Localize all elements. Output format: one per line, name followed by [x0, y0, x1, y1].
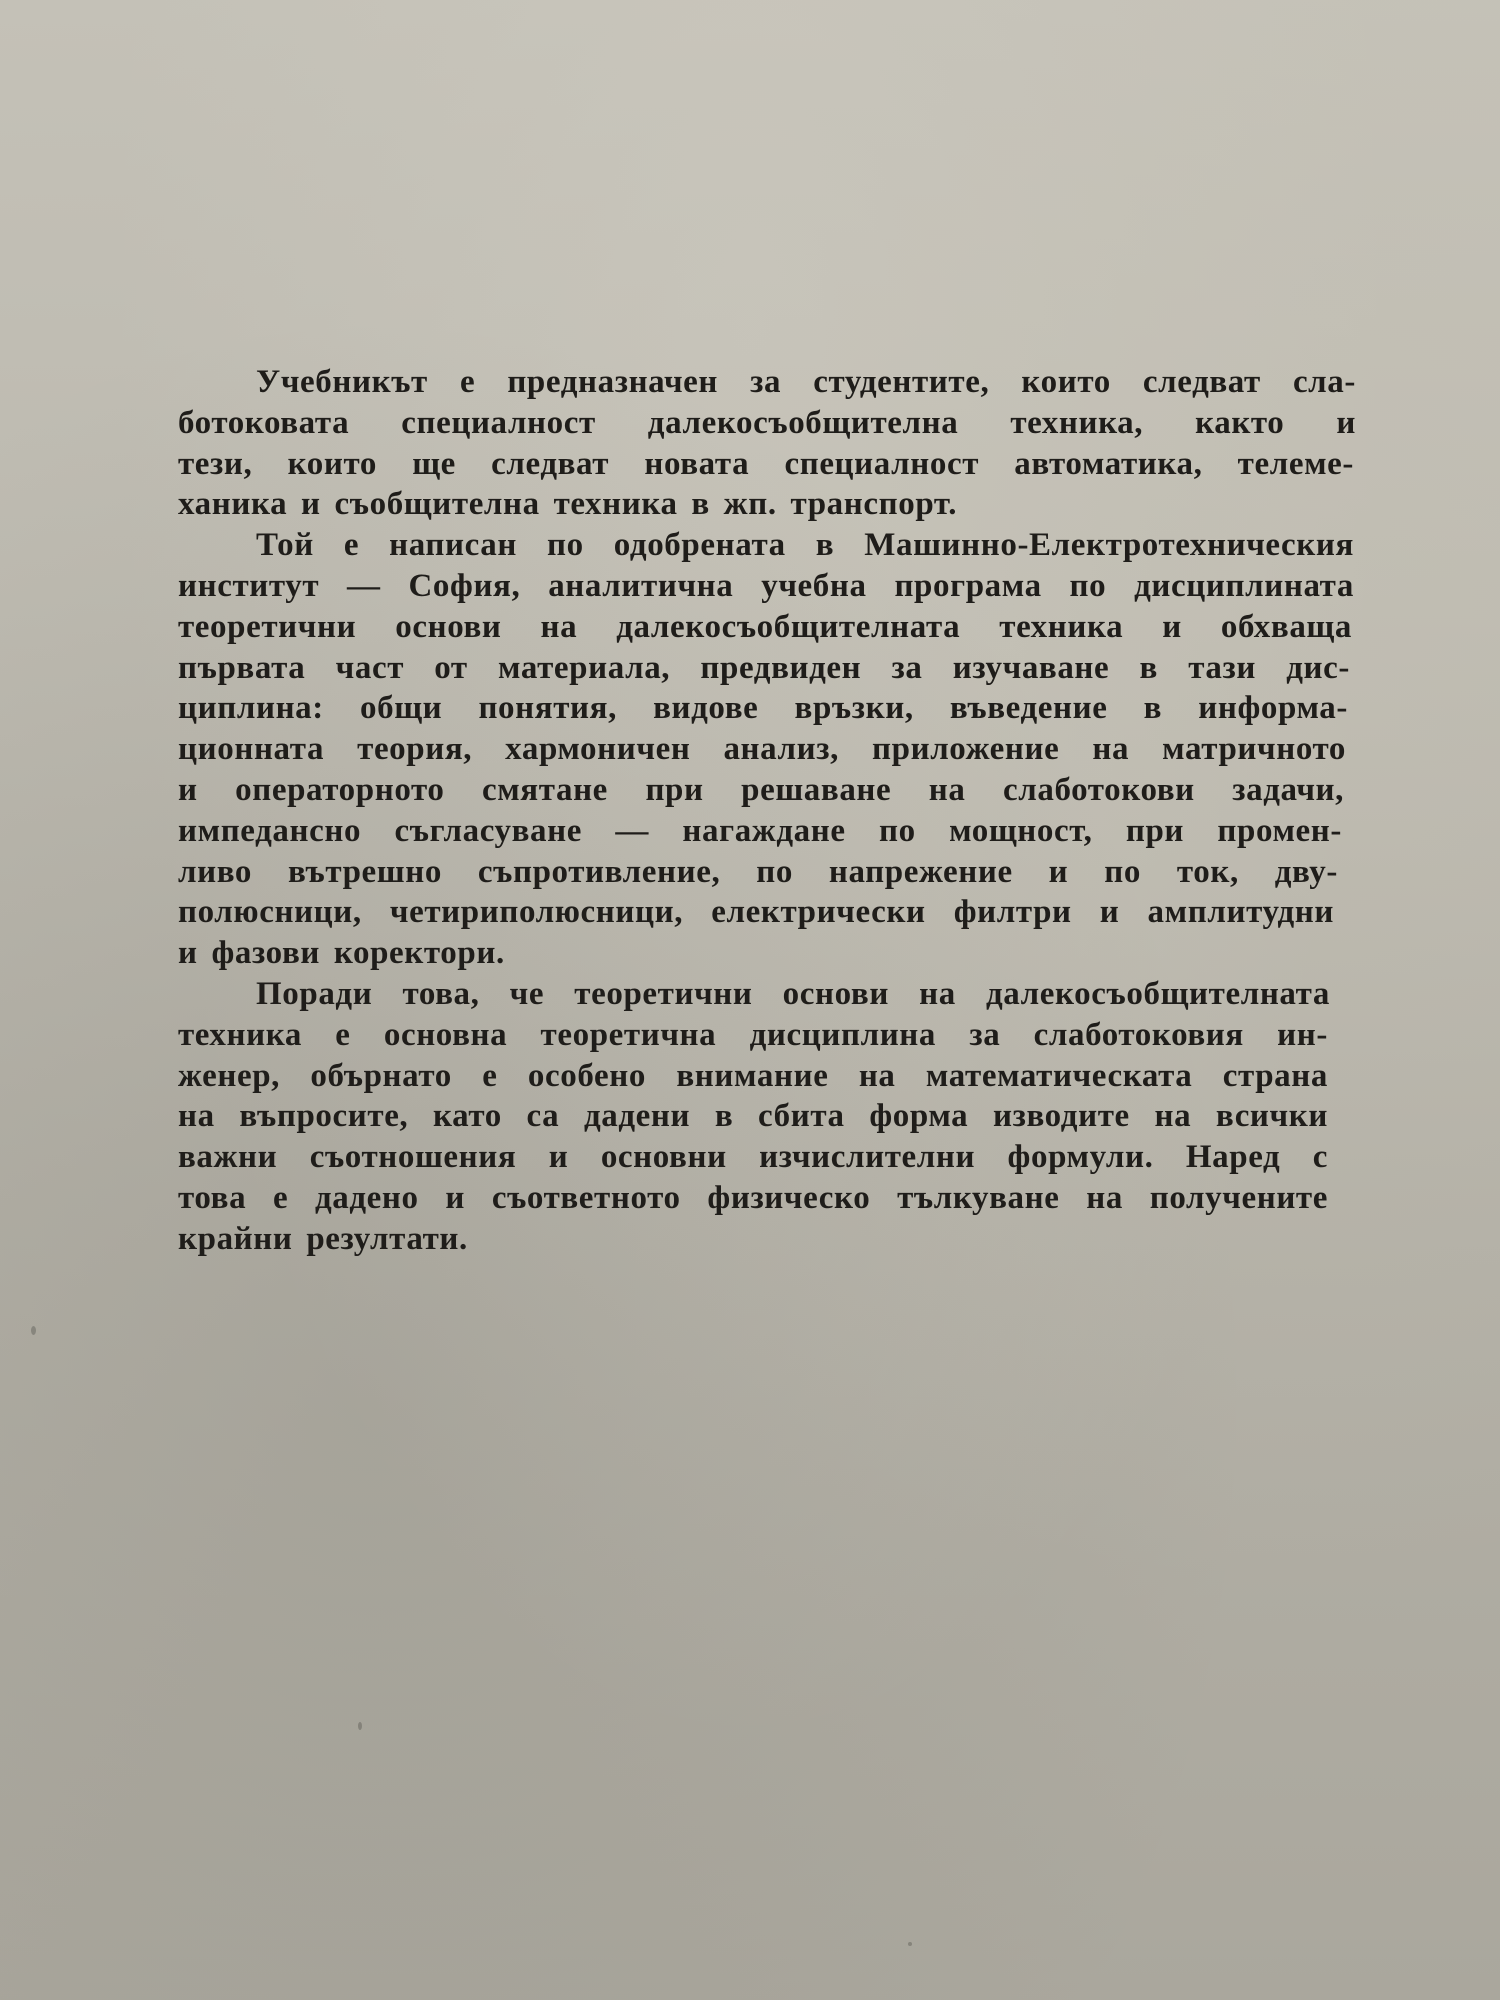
text-line: Учебникът е предназначен за студентите, които следват сла- — [256, 364, 1356, 400]
paper-speck — [908, 1942, 912, 1946]
text-line: ботоковата специалност далекосъобщителна техника, както и — [178, 404, 1356, 441]
text-line: импедансно съгласуване — нагаждане по мощност, при промен- — [178, 812, 1342, 849]
paragraph-1 — [178, 362, 1378, 525]
text-line: Той е написан по одобрената в Машинно-Електротехническия — [256, 527, 1354, 564]
text-line: крайни резултати. — [178, 1220, 468, 1257]
text-line: първата част от материала, предвиден за изучаване в тази дис- — [178, 649, 1350, 686]
text-line: техника е основна теоретична дисциплина за слаботоковия ин- — [178, 1016, 1328, 1053]
text-line: институт — София, аналитична учебна програма по дисциплината — [178, 567, 1354, 604]
text-line: ливо вътрешно съпротивление, по напрежение и по ток, дву- — [178, 853, 1338, 890]
paper-speck — [358, 1722, 362, 1730]
text-line: и фазови коректори. — [178, 935, 505, 972]
text-line: ционната теория, хармоничен анализ, приложение на матричното — [178, 731, 1346, 768]
paper-speck — [31, 1326, 36, 1335]
text-line: ханика и съобщителна техника в жп. транспорт. — [178, 486, 958, 523]
text-line: това е дадено и съответното физическо тълкуване на получените — [178, 1179, 1328, 1216]
text-line: важни съотношения и основни изчислителни формули. Наред с — [178, 1139, 1328, 1176]
paragraph-2 — [178, 525, 1378, 974]
text-line: Поради това, че теоретични основи на далекосъобщителната — [256, 975, 1330, 1012]
text-line: полюсници, четириполюсници, електрически филтри и амплитудни — [178, 894, 1334, 931]
body-text — [178, 362, 1378, 1260]
text-line: на въпросите, като са дадени в сбита форма изводите на всички — [178, 1098, 1328, 1135]
text-line: тези, които ще следват новата специалност автоматика, телеме- — [178, 445, 1354, 482]
text-line: женер, обърнато е особено внимание на математическата страна — [178, 1057, 1328, 1094]
text-line: циплина: общи понятия, видове връзки, въведение в информа- — [178, 690, 1348, 727]
text-line: и операторното смятане при решаване на слаботокови задачи, — [178, 771, 1344, 808]
text-line: теоретични основи на далекосъобщителната техника и обхваща — [178, 608, 1352, 645]
paragraph-3 — [178, 974, 1378, 1260]
